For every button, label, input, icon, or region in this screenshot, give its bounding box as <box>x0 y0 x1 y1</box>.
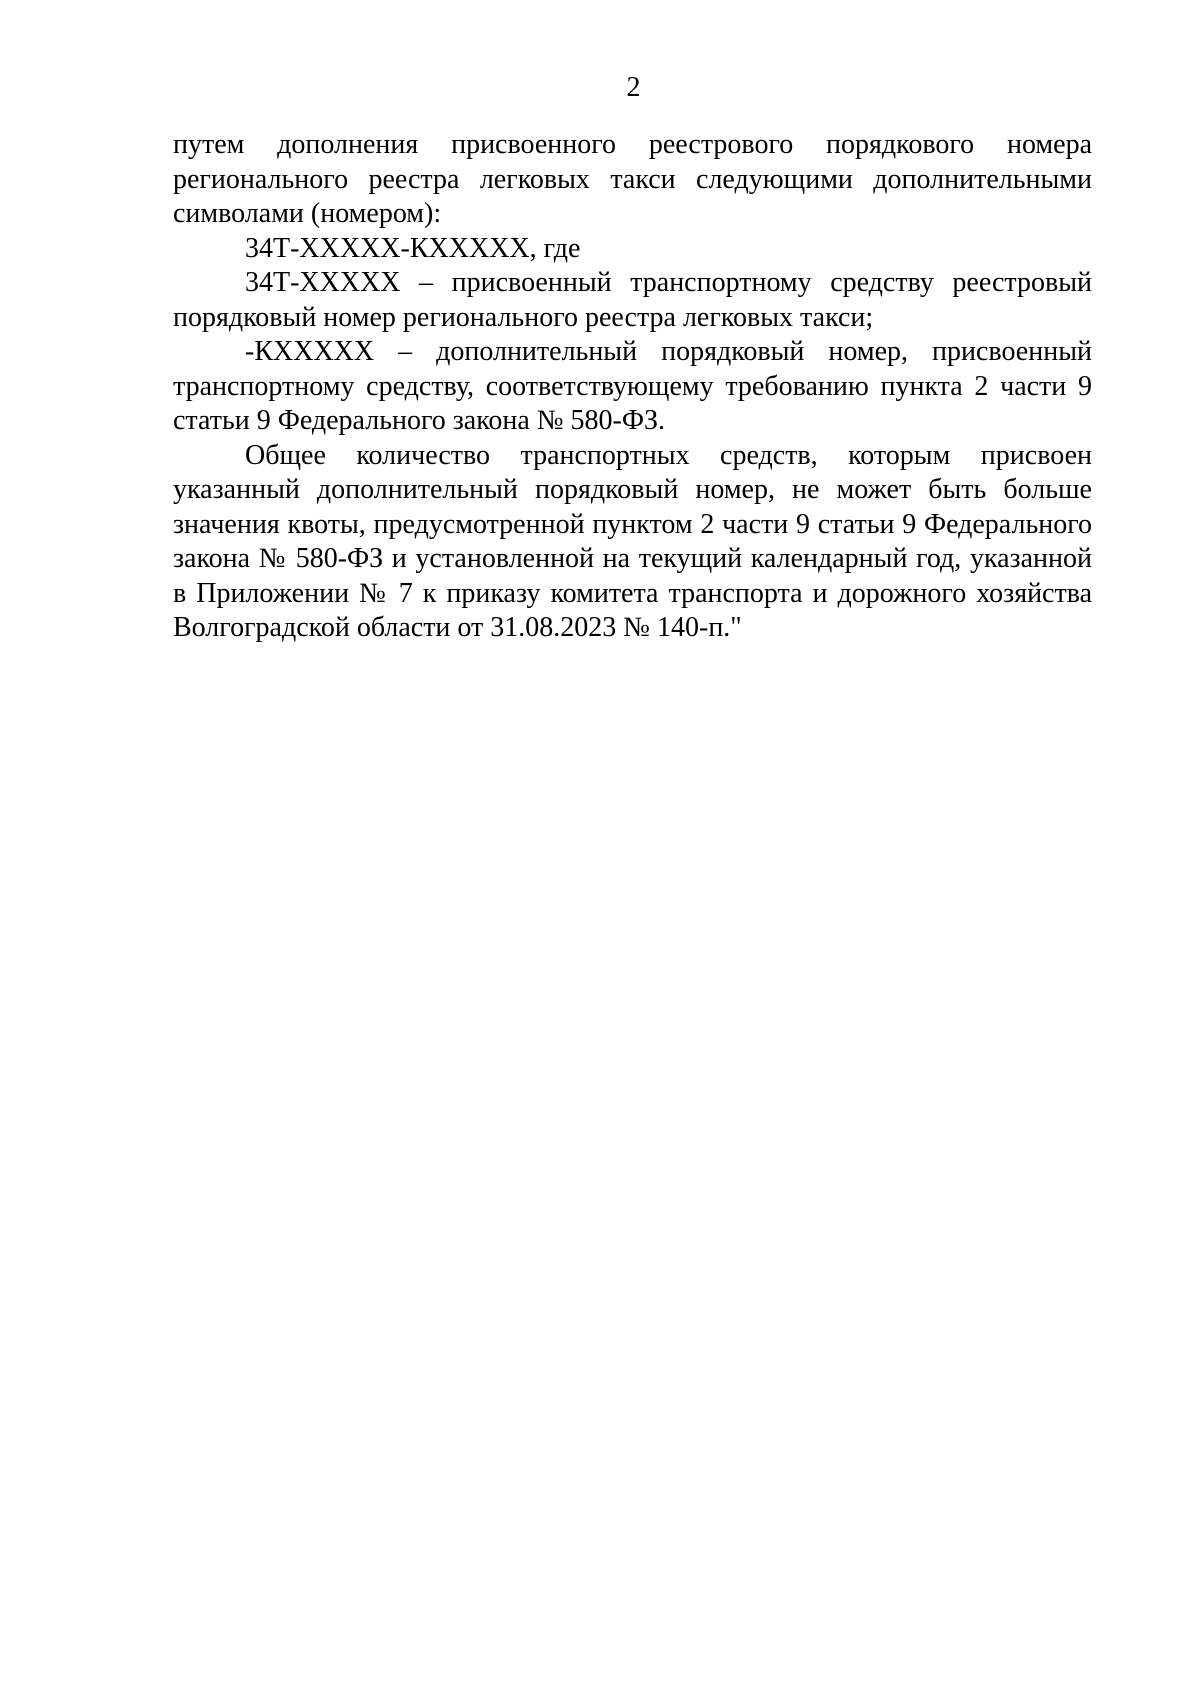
paragraph-registry-number-definition: 34Т-ХХХХХ – присвоенный транспортному средству реестровый порядковый номер регионального реестра легковых такси; <box>173 267 1092 333</box>
paragraph-quota-limit: Общее количество транспортных средств, которым присвоен указанный дополнительный порядковый номер, не может быть больше значения квоты, предусмотренной пунктом 2 части 9 статьи 9 Федерального закона № 580-ФЗ и установленной на текущий календарный год, указанной в Приложении № 7 к приказу комитета транспорта и дорожного хозяйства Волгоградской области от 31.08.2023 № 140-п." <box>173 439 1092 643</box>
paragraph-registry-number-addition: путем дополнения присвоенного реестрового порядкового номера регионального реестра легковых такси следующими дополнительными символами (номером): <box>173 129 1092 229</box>
paragraph-additional-number-definition: -КХХХХХ – дополнительный порядковый номер, присвоенный транспортному средству, соответствующему требованию пункта 2 части 9 статьи 9 Федерального закона № 580-ФЗ. <box>173 336 1092 436</box>
document-body <box>173 128 1092 646</box>
paragraph-number-format: 34Т-ХХХХХ-КХХХХХ, где <box>245 232 581 264</box>
page-number: 2 <box>626 72 641 103</box>
